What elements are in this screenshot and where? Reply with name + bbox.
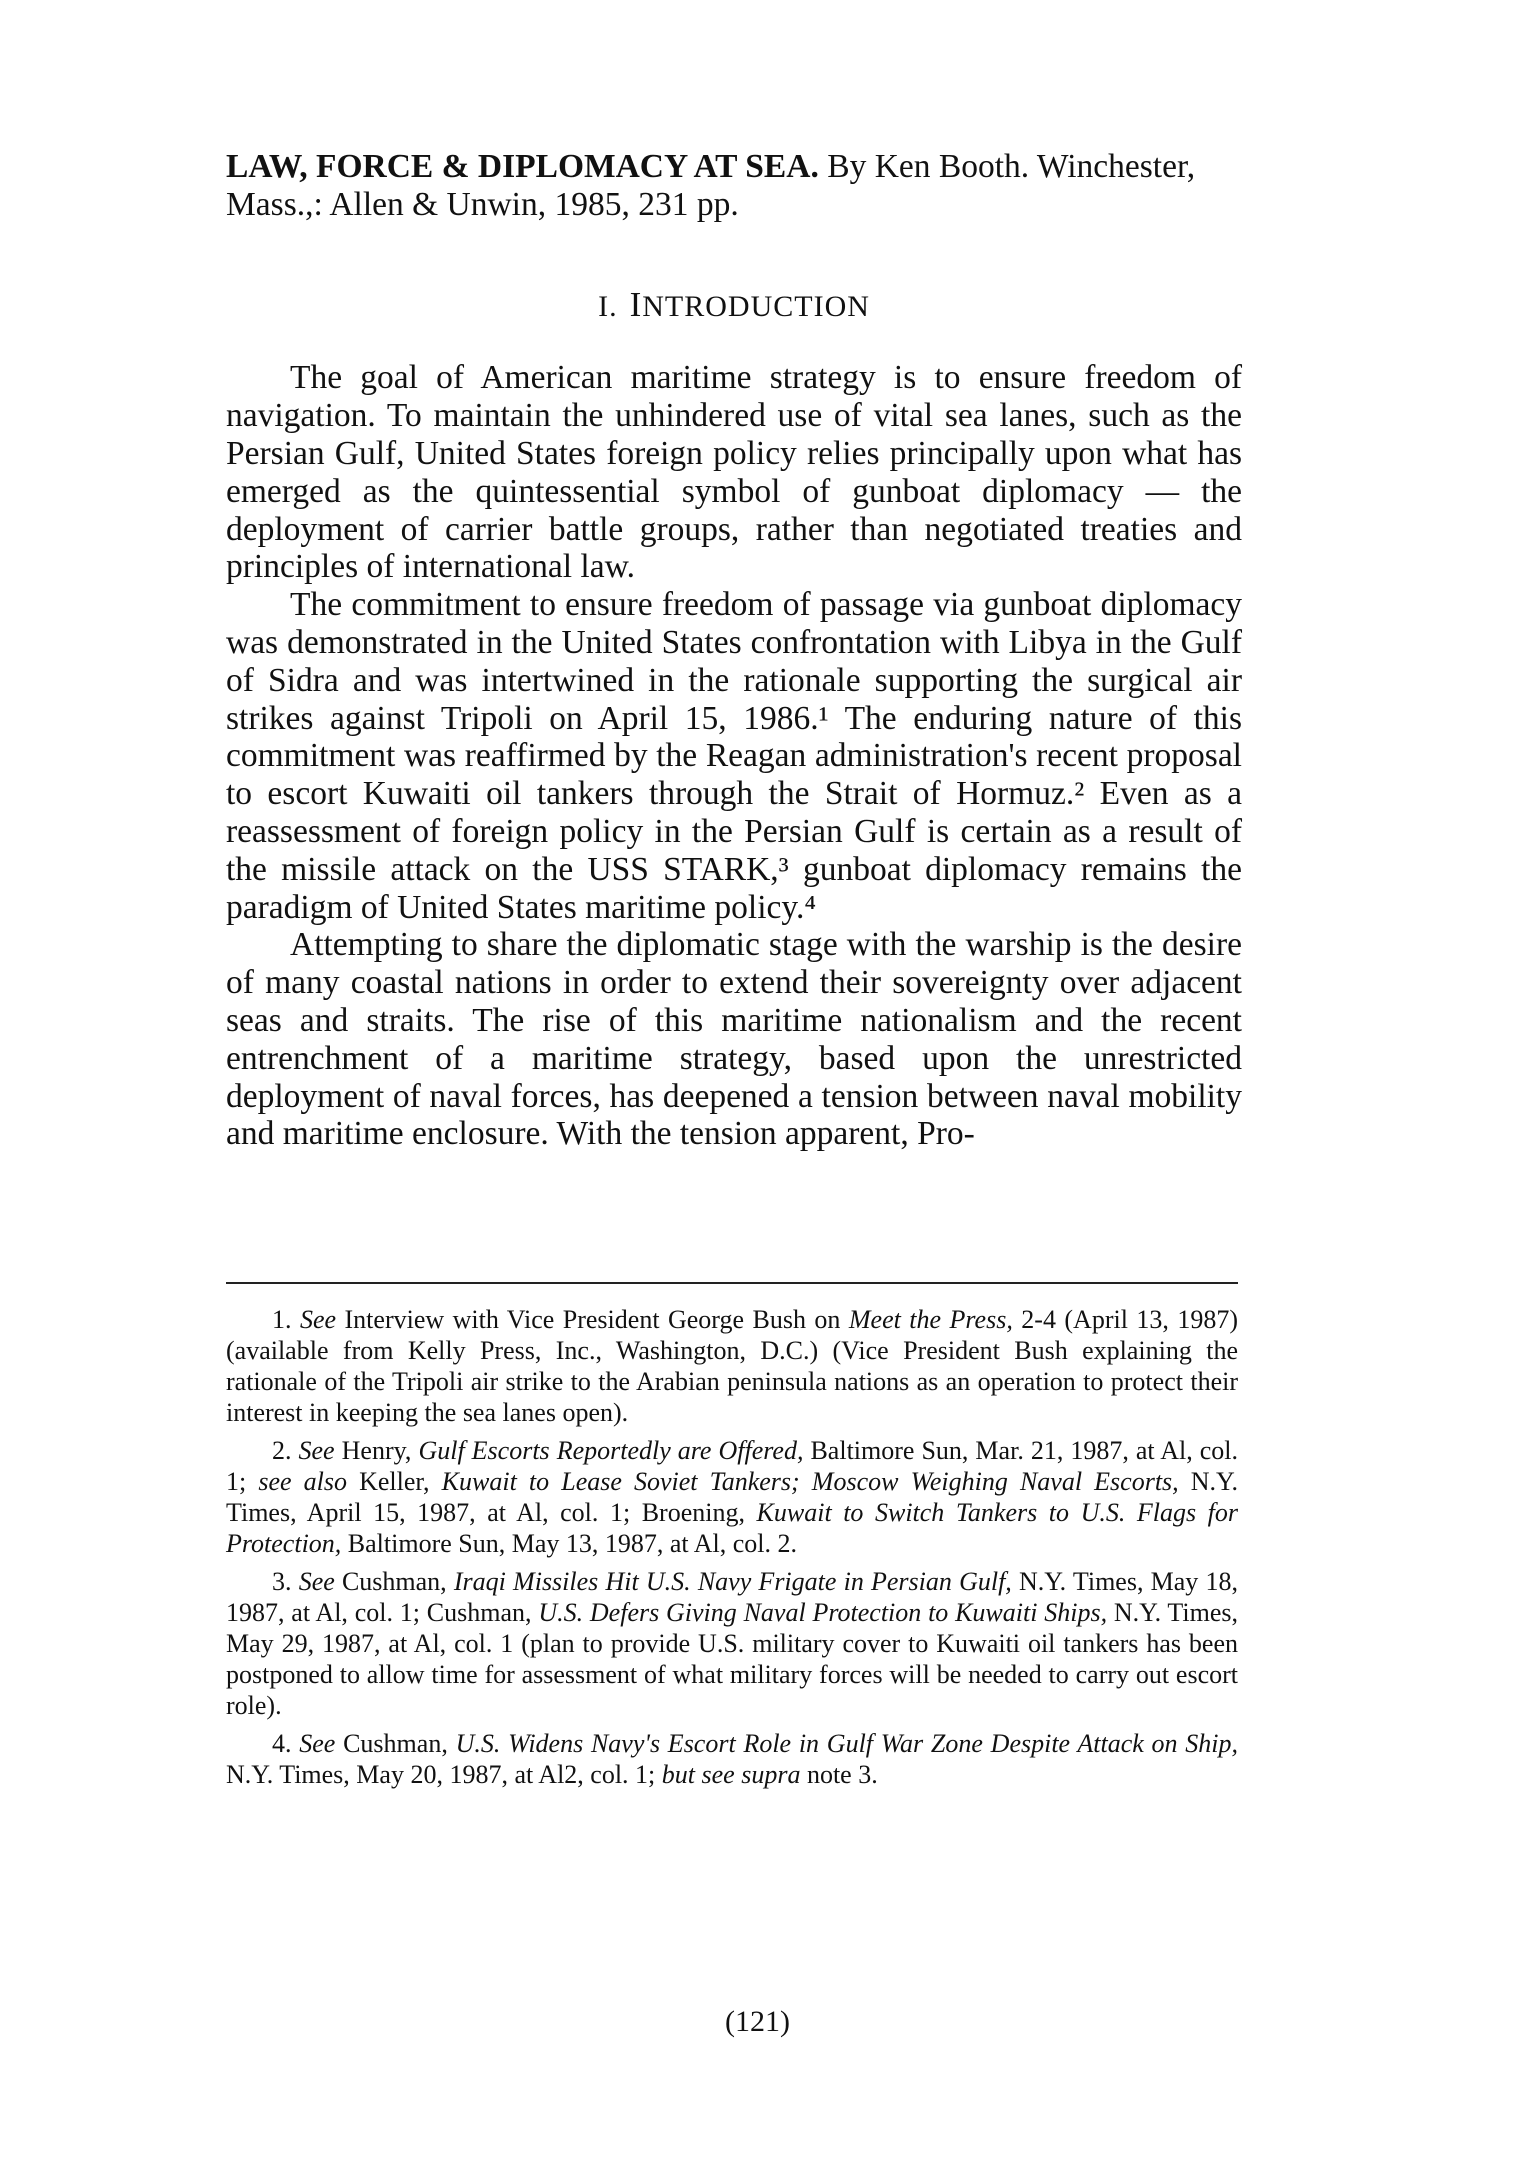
footnote-text: 3. <box>272 1567 299 1596</box>
footnote-italic-text: See <box>299 1729 336 1758</box>
footnote-italic-text: Kuwait to Switch Tankers to U.S. Flags for Protection, <box>226 1498 1238 1558</box>
paragraph-1: The goal of American maritime strategy is to ensure freedom of navigation. To maintain the unhindered use of vital sea lanes, such as the Persian Gulf, United States foreign policy relies principally upon what has emerged as the quintessential symbol of gunboat diplomacy — the deployment of carrier battle groups, rather than negotiated treaties and principles of international law. <box>226 359 1242 586</box>
footnote-italic-text: See <box>299 1305 337 1334</box>
section-heading <box>226 286 1242 326</box>
footnote-text: 1. <box>272 1305 300 1334</box>
footnote-text: Cushman, <box>334 1567 454 1596</box>
footnote-text: N.Y. Times, April 15, 1987, at Al, col. 1; Broening, <box>226 1467 1238 1527</box>
book-byline: By Ken Booth. Winchester, Mass.,: Allen & Unwin, 1985, 231 pp. <box>226 148 1196 223</box>
footnote-text: Henry, <box>334 1436 419 1465</box>
footnote <box>226 1304 1238 1428</box>
footnote <box>226 1566 1238 1721</box>
footnote <box>226 1728 1238 1790</box>
footnote-text: N.Y. Times, May 29, 1987, at Al, col. 1 (plan to provide U.S. military cover to Kuwaiti oil tankers has been postponed to allow time for assessment of what military forces will be needed to carry out escort role). <box>226 1598 1238 1720</box>
footnote-text: note 3. <box>800 1760 878 1789</box>
book-title: LAW, FORCE & DIPLOMACY AT SEA. <box>226 148 819 185</box>
footnote-text: N.Y. Times, May 20, 1987, at Al2, col. 1; <box>226 1760 662 1789</box>
footnote-text: 2-4 (April 13, 1987) (available from Kelly Press, Inc., Washington, D.C.) (Vice President Bush explaining the rationale of the Tripoli air strike to the Arabian peninsula nations as an operation to protect their interest in keeping the sea lanes open). <box>226 1305 1239 1427</box>
footnote-text: 2. <box>272 1436 299 1465</box>
footnote-italic-text: See <box>298 1567 335 1596</box>
footnote-italic-text: see also <box>258 1467 347 1496</box>
footnote-text: N.Y. Times, May 18, 1987, at Al, col. 1; Cushman, <box>226 1567 1238 1627</box>
page-number: (121) <box>725 2005 790 2038</box>
footnote-italic-text: U.S. Defers Giving Naval Protection to Kuwaiti Ships, <box>538 1598 1108 1627</box>
footnote-text: Baltimore Sun, Mar. 21, 1987, at Al, col. 1; <box>226 1436 1238 1496</box>
footnote-italic-text: Iraqi Missiles Hit U.S. Navy Frigate in Persian Gulf, <box>453 1567 1012 1596</box>
review-heading <box>226 148 1242 224</box>
footnotes <box>226 1304 1238 1797</box>
section-title-rest: NTRODUCTION <box>642 289 870 323</box>
footnote-italic-text: See <box>298 1436 335 1465</box>
footnote <box>226 1435 1238 1559</box>
footnote-text: Interview with Vice President George Bush on <box>336 1305 849 1334</box>
footnote-italic-text: Gulf Escorts Reportedly are Offered, <box>418 1436 804 1465</box>
paragraph-3: Attempting to share the diplomatic stage with the warship is the desire of many coastal nations in order to extend their sovereignty over adjacent seas and straits. The rise of this maritime nationalism and the recent entrenchment of a maritime strategy, based upon the unrestricted deployment of naval forces, has deepened a tension between naval mobility and maritime enclosure. With the tension apparent, Pro- <box>226 926 1242 1153</box>
section-number: I. <box>598 289 618 323</box>
main-text <box>226 148 1242 1153</box>
footnote-text: Keller, <box>347 1467 442 1496</box>
footnote-text: Cushman, <box>335 1729 456 1758</box>
footnote-text: Baltimore Sun, May 13, 1987, at Al, col. 2. <box>341 1529 797 1558</box>
footnote-text: 4. <box>272 1729 300 1758</box>
paragraph-2: The commitment to ensure freedom of passage via gunboat diplomacy was demonstrated in the United States confrontation with Libya in the Gulf of Sidra and was intertwined in the rationale supporting the surgical air strikes against Tripoli on April 15, 1986.¹ The enduring nature of this commitment was reaffirmed by the Reagan administration's recent proposal to escort Kuwaiti oil tankers through the Strait of Hormuz.² Even as a reassessment of foreign policy in the Persian Gulf is certain as a result of the missile attack on the USS STARK,³ gunboat diplomacy remains the paradigm of United States maritime policy.⁴ <box>226 586 1242 926</box>
section-title-initial: I <box>629 284 643 324</box>
footnote-italic-text: Meet the Press, <box>848 1305 1013 1334</box>
footnote-italic-text: Kuwait to Lease Soviet Tankers; Moscow Weighing Naval Escorts, <box>441 1467 1179 1496</box>
footnote-divider <box>226 1282 1238 1284</box>
footnote-italic-text: U.S. Widens Navy's Escort Role in Gulf War Zone Despite Attack on Ship, <box>455 1729 1238 1758</box>
footnote-italic-text: but see supra <box>661 1760 801 1789</box>
